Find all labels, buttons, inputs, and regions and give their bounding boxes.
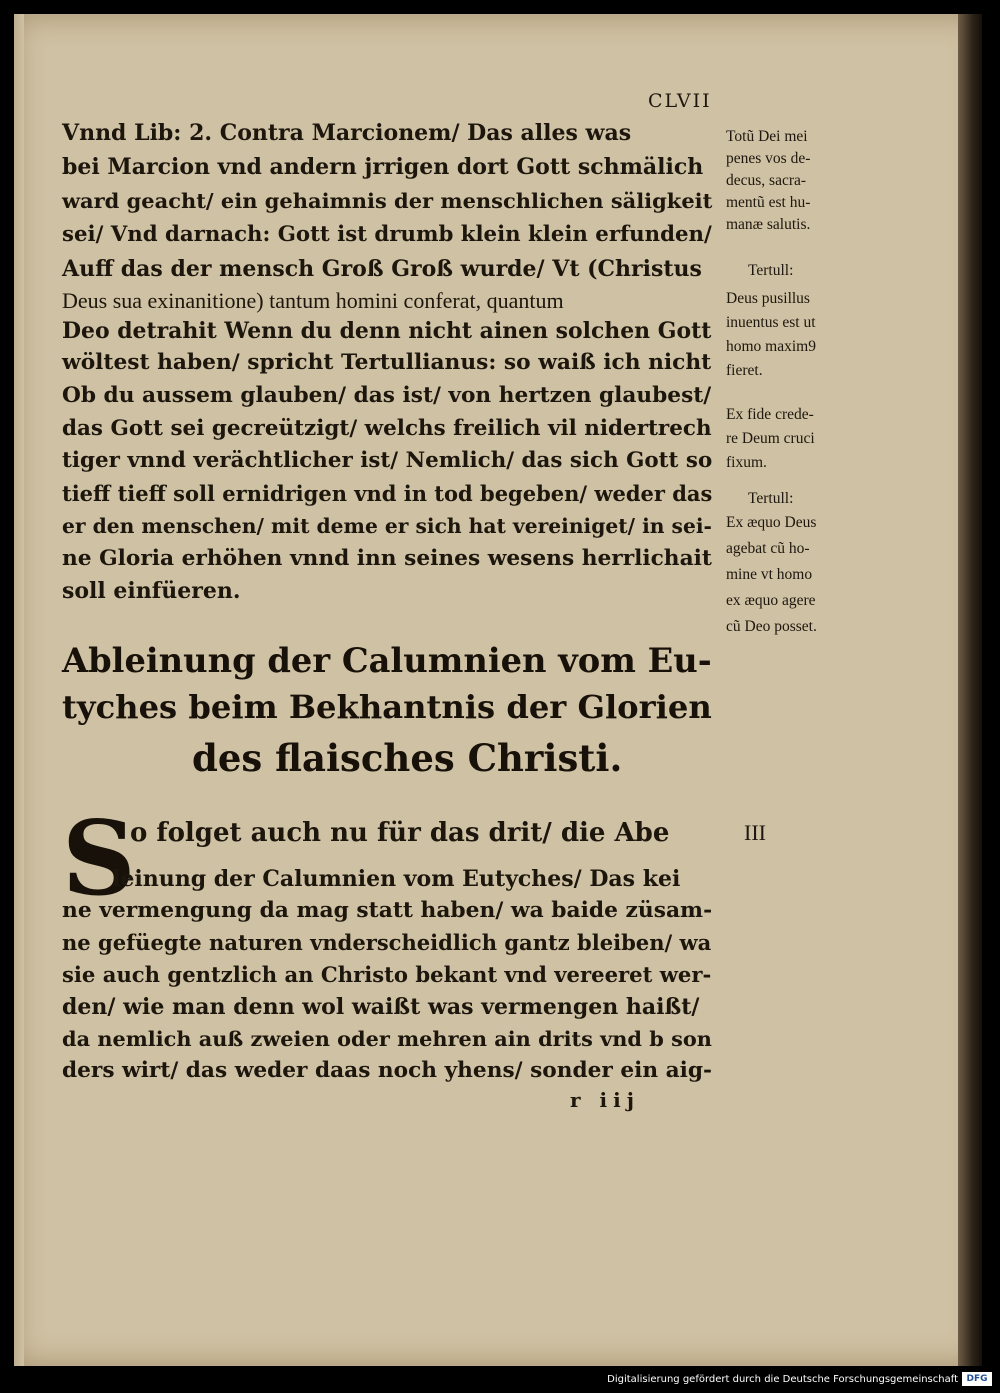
body-line: wöltest haben/ spricht Tertullianus: so waiß ich nicht xyxy=(62,350,712,375)
section-line: sie auch gentzlich an Christo bekant vnd vereeret wer- xyxy=(62,962,712,987)
body-line: Deus sua exinanitione) tantum homini conferat, quantum xyxy=(62,288,564,313)
body-line: tiger vnnd verächtlicher ist/ Nemlich/ das sich Gott so xyxy=(62,448,713,473)
margin-note: Ex æquo Deus xyxy=(726,514,817,531)
margin-note: Tertull: xyxy=(748,262,794,279)
margin-note: penes vos de- xyxy=(726,150,811,167)
body-line: Auff das der mensch Groß Groß wurde/ Vt (Christus xyxy=(62,256,702,282)
margin-note: mine vt homo xyxy=(726,566,813,583)
margin-note: Totũ Dei mei xyxy=(726,128,808,145)
margin-note: homo maxim9 xyxy=(726,338,816,355)
margin-note: ex æquo agere xyxy=(726,592,816,609)
body-line: Deo detrahit Wenn du denn nicht ainen solchen Gott xyxy=(62,318,712,344)
heading-line: tyches beim Bekhantnis der Glorien xyxy=(62,688,712,726)
page-left-edge xyxy=(14,14,24,1366)
folio-number: CLVII xyxy=(648,90,712,112)
section-line: leinung der Calumnien vom Eutyches/ Das kei xyxy=(112,866,681,892)
page-right-edge xyxy=(958,14,982,1366)
margin-note: Deus pusillus xyxy=(726,290,810,307)
body-line: soll einfüeren. xyxy=(62,578,241,604)
body-line: ward geacht/ ein gehaimnis der menschlichen säligkeit xyxy=(62,188,713,213)
heading-line: Ableinung der Calumnien vom Eu- xyxy=(62,640,712,680)
margin-note: Tertull: xyxy=(748,490,794,507)
margin-note: mentũ est hu- xyxy=(726,194,811,211)
body-line: er den menschen/ mit deme er sich hat vereiniget/ in sei- xyxy=(62,514,712,538)
margin-note: manæ salutis. xyxy=(726,216,811,233)
margin-note: fixum. xyxy=(726,454,767,471)
dfg-logo: DFG xyxy=(962,1372,992,1386)
heading-line: des flaisches Christi. xyxy=(192,736,623,780)
section-line: ne vermengung da mag statt haben/ wa baide züsam- xyxy=(62,898,713,923)
margin-note: cũ Deo posset. xyxy=(726,618,817,635)
body-line: Ob du aussem glauben/ das ist/ von hertzen glaubest/ xyxy=(62,383,712,408)
margin-note: Ex fide crede- xyxy=(726,406,814,423)
section-line: ders wirt/ das weder daas noch yhens/ sonder ein aig- xyxy=(62,1058,713,1083)
section-line: den/ wie man denn wol waißt was vermengen haißt/ xyxy=(62,994,700,1020)
margin-note: decus, sacra- xyxy=(726,172,807,189)
section-number: III xyxy=(744,820,766,845)
section-line: da nemlich auß zweien oder mehren ain drits vnd b son xyxy=(62,1026,712,1051)
section-first-line: o folget auch nu für das drit/ die Abe xyxy=(130,818,670,848)
body-line: sei/ Vnd darnach: Gott ist drumb klein klein erfunden/ xyxy=(62,222,712,247)
body-line: das Gott sei gecreützigt/ welchs freilich vil nidertrech xyxy=(62,416,712,441)
margin-note: fieret. xyxy=(726,362,763,379)
body-line: Vnnd Lib: 2. Contra Marcionem/ Das alles was xyxy=(62,120,632,146)
signature-mark: r iij xyxy=(570,1088,640,1112)
footer-credit: Digitalisierung gefördert durch die Deutsche Forschungsgemeinschaft xyxy=(607,1374,958,1385)
margin-note: agebat cũ ho- xyxy=(726,540,810,557)
body-line: ne Gloria erhöhen vnnd inn seines wesens herrlichait xyxy=(62,546,712,571)
margin-note: inuentus est ut xyxy=(726,314,816,331)
decorated-initial: S xyxy=(62,799,136,919)
margin-note: re Deum cruci xyxy=(726,430,815,447)
body-line: bei Marcion vnd andern jrrigen dort Gott schmälich xyxy=(62,154,704,180)
section-line: ne gefüegte naturen vnderscheidlich gantz bleiben/ wa xyxy=(62,930,712,955)
body-line: tieff tieff soll ernidrigen vnd in tod begeben/ weder das xyxy=(62,481,713,506)
